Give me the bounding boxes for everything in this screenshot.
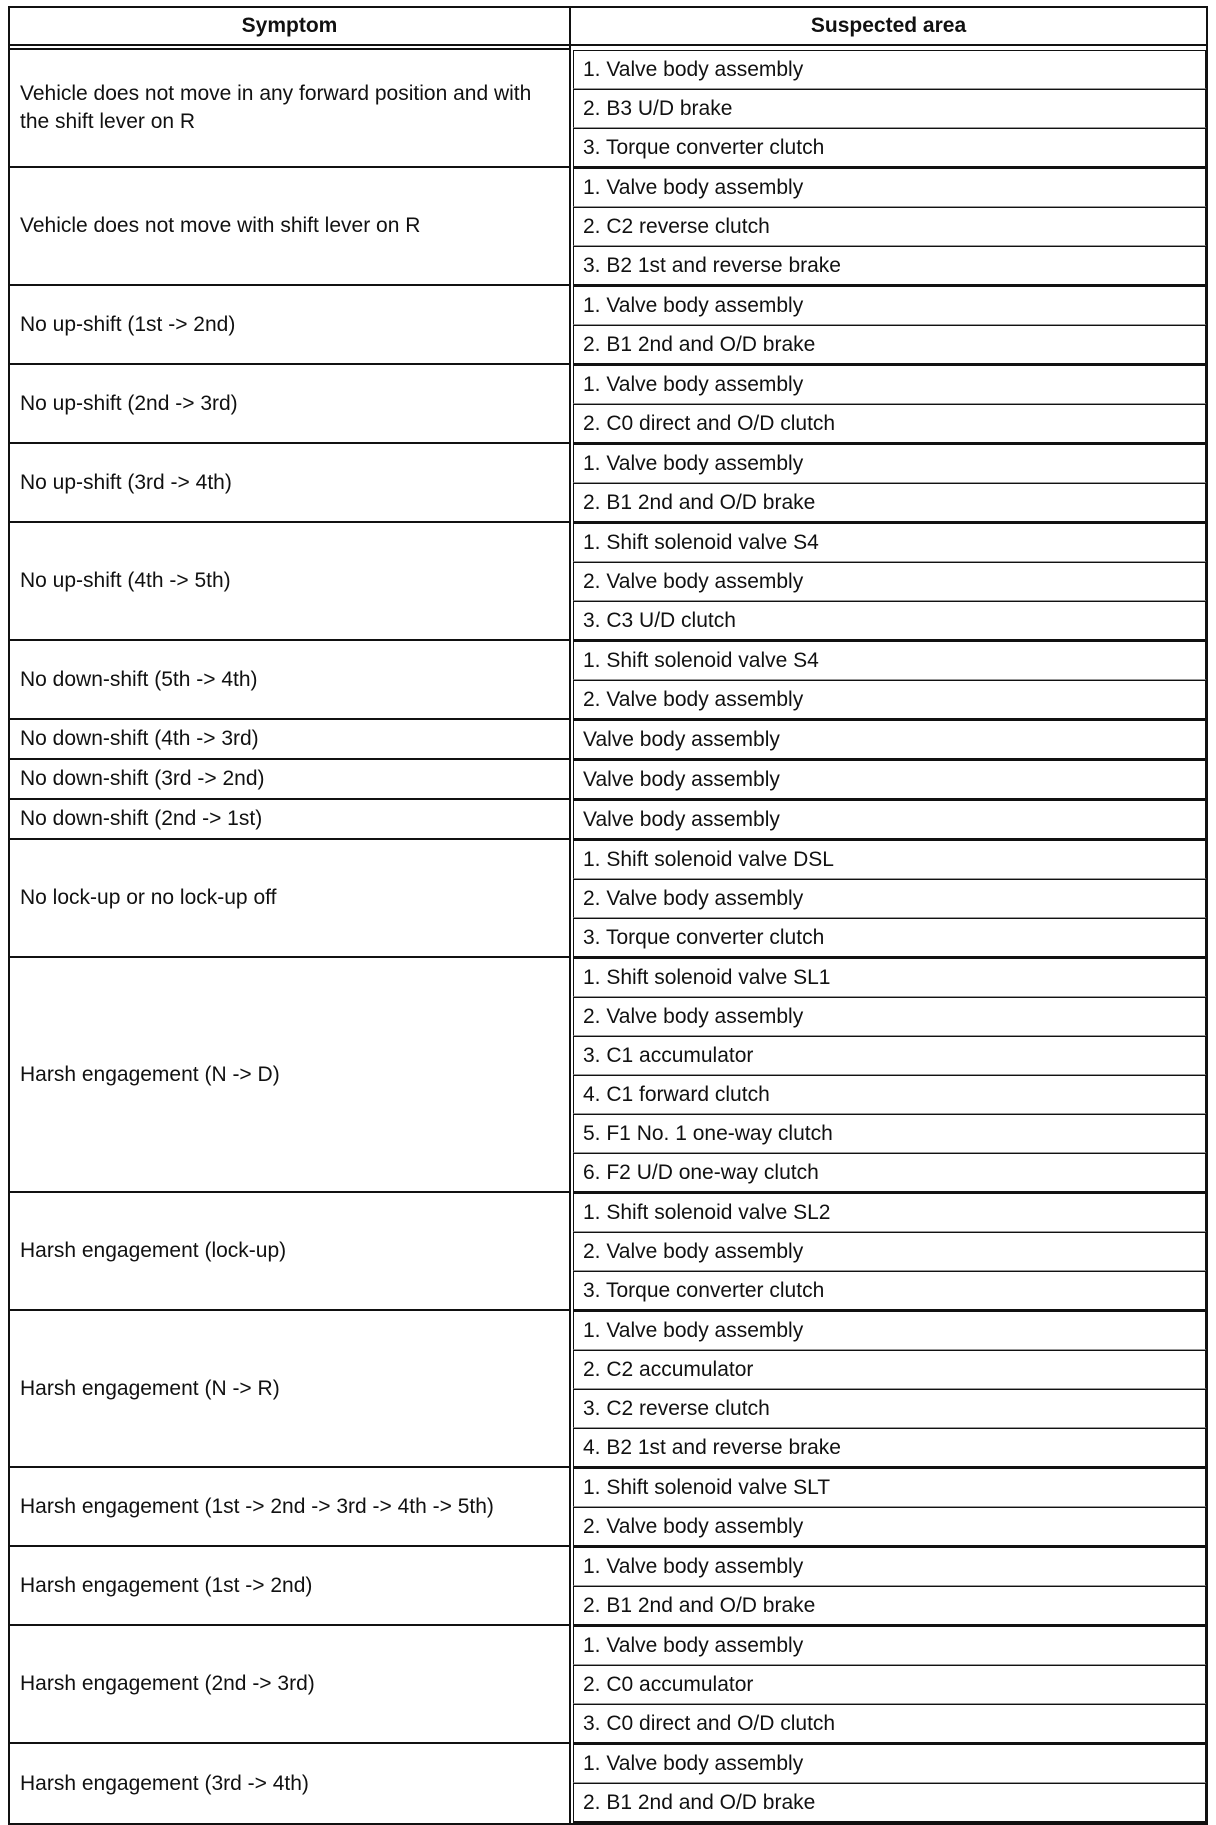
suspected-area-column-header: Suspected area bbox=[571, 6, 1208, 46]
suspected-area-text: 3. Torque converter clutch bbox=[573, 918, 1206, 958]
suspected-area-cell bbox=[571, 840, 1208, 879]
suspected-area-cell bbox=[571, 1271, 1208, 1311]
table-row bbox=[8, 1547, 1208, 1586]
symptom-cell: Vehicle does not move in any forward position and with the shift lever on R bbox=[8, 50, 571, 168]
document-page bbox=[8, 6, 1208, 1825]
suspected-area-text: Valve body assembly bbox=[573, 800, 1206, 840]
table-row bbox=[8, 1744, 1208, 1783]
symptom-cell: No down-shift (5th -> 4th) bbox=[8, 641, 571, 720]
suspected-area-cell bbox=[571, 1114, 1208, 1153]
suspected-area-text: 2. C0 direct and O/D clutch bbox=[573, 404, 1206, 444]
suspected-area-text: 2. B1 2nd and O/D brake bbox=[573, 1783, 1206, 1823]
symptom-cell: No up-shift (3rd -> 4th) bbox=[8, 444, 571, 523]
suspected-area-cell bbox=[571, 1153, 1208, 1193]
table-row bbox=[8, 1311, 1208, 1350]
suspected-area-cell bbox=[571, 1468, 1208, 1507]
suspected-area-text: 3. B2 1st and reverse brake bbox=[573, 246, 1206, 286]
suspected-area-cell bbox=[571, 325, 1208, 365]
suspected-area-text: 1. Valve body assembly bbox=[573, 365, 1206, 404]
table-row bbox=[8, 1193, 1208, 1232]
suspected-area-cell bbox=[571, 168, 1208, 207]
table-row bbox=[8, 50, 1208, 89]
symptom-cell: No up-shift (1st -> 2nd) bbox=[8, 286, 571, 365]
symptom-cell: Harsh engagement (1st -> 2nd) bbox=[8, 1547, 571, 1626]
suspected-area-text: 1. Valve body assembly bbox=[573, 1626, 1206, 1665]
suspected-area-text: 3. Torque converter clutch bbox=[573, 128, 1206, 168]
table-row bbox=[8, 168, 1208, 207]
symptom-cell: No down-shift (2nd -> 1st) bbox=[8, 800, 571, 840]
suspected-area-text: 2. B1 2nd and O/D brake bbox=[573, 1586, 1206, 1626]
table-row bbox=[8, 1468, 1208, 1507]
suspected-area-text: 2. C0 accumulator bbox=[573, 1665, 1206, 1704]
suspected-area-text: 1. Shift solenoid valve SLT bbox=[573, 1468, 1206, 1507]
suspected-area-cell bbox=[571, 562, 1208, 601]
suspected-area-cell bbox=[571, 641, 1208, 680]
suspected-area-text: 1. Valve body assembly bbox=[573, 1744, 1206, 1783]
suspected-area-cell bbox=[571, 1665, 1208, 1704]
suspected-area-cell bbox=[571, 286, 1208, 325]
suspected-area-cell bbox=[571, 523, 1208, 562]
table-row bbox=[8, 286, 1208, 325]
suspected-area-cell bbox=[571, 1193, 1208, 1232]
symptom-cell: No down-shift (3rd -> 2nd) bbox=[8, 760, 571, 800]
suspected-area-cell bbox=[571, 720, 1208, 760]
suspected-area-text: 2. B3 U/D brake bbox=[573, 89, 1206, 128]
symptom-cell: No lock-up or no lock-up off bbox=[8, 840, 571, 958]
suspected-area-cell bbox=[571, 50, 1208, 89]
symptom-cell: Harsh engagement (3rd -> 4th) bbox=[8, 1744, 571, 1825]
suspected-area-text: 2. B1 2nd and O/D brake bbox=[573, 325, 1206, 365]
suspected-area-text: Valve body assembly bbox=[573, 720, 1206, 760]
symptom-cell: Harsh engagement (1st -> 2nd -> 3rd -> 4th -> 5th) bbox=[8, 1468, 571, 1547]
suspected-area-cell bbox=[571, 365, 1208, 404]
suspected-area-text: 2. Valve body assembly bbox=[573, 879, 1206, 918]
symptom-cell: No up-shift (4th -> 5th) bbox=[8, 523, 571, 641]
suspected-area-text: Valve body assembly bbox=[573, 760, 1206, 800]
suspected-area-text: 5. F1 No. 1 one-way clutch bbox=[573, 1114, 1206, 1153]
suspected-area-cell bbox=[571, 89, 1208, 128]
suspected-area-text: 2. B1 2nd and O/D brake bbox=[573, 483, 1206, 523]
suspected-area-cell bbox=[571, 1744, 1208, 1783]
suspected-area-cell bbox=[571, 1547, 1208, 1586]
suspected-area-cell bbox=[571, 879, 1208, 918]
symptom-cell: Vehicle does not move with shift lever on R bbox=[8, 168, 571, 286]
suspected-area-cell bbox=[571, 1311, 1208, 1350]
suspected-area-cell bbox=[571, 1507, 1208, 1547]
table-row bbox=[8, 958, 1208, 997]
symptom-cell: No down-shift (4th -> 3rd) bbox=[8, 720, 571, 760]
suspected-area-cell bbox=[571, 1075, 1208, 1114]
suspected-area-cell bbox=[571, 444, 1208, 483]
suspected-area-cell bbox=[571, 760, 1208, 800]
suspected-area-text: 1. Valve body assembly bbox=[573, 444, 1206, 483]
suspected-area-cell bbox=[571, 958, 1208, 997]
symptom-cell: No up-shift (2nd -> 3rd) bbox=[8, 365, 571, 444]
suspected-area-text: 3. Torque converter clutch bbox=[573, 1271, 1206, 1311]
suspected-area-text: 1. Shift solenoid valve SL2 bbox=[573, 1193, 1206, 1232]
symptom-cell: Harsh engagement (2nd -> 3rd) bbox=[8, 1626, 571, 1744]
suspected-area-text: 4. B2 1st and reverse brake bbox=[573, 1428, 1206, 1468]
table-row bbox=[8, 720, 1208, 760]
suspected-area-text: 3. C0 direct and O/D clutch bbox=[573, 1704, 1206, 1744]
suspected-area-text: 2. Valve body assembly bbox=[573, 997, 1206, 1036]
suspected-area-text: 1. Valve body assembly bbox=[573, 168, 1206, 207]
suspected-area-cell bbox=[571, 246, 1208, 286]
table-row bbox=[8, 760, 1208, 800]
suspected-area-text: 2. Valve body assembly bbox=[573, 1232, 1206, 1271]
suspected-area-cell bbox=[571, 1428, 1208, 1468]
table-row bbox=[8, 800, 1208, 840]
symptom-column-header: Symptom bbox=[8, 6, 571, 46]
suspected-area-cell bbox=[571, 1232, 1208, 1271]
suspected-area-cell bbox=[571, 128, 1208, 168]
suspected-area-cell bbox=[571, 680, 1208, 720]
symptom-cell: Harsh engagement (N -> D) bbox=[8, 958, 571, 1193]
suspected-area-text: 1. Shift solenoid valve SL1 bbox=[573, 958, 1206, 997]
suspected-area-text: 3. C1 accumulator bbox=[573, 1036, 1206, 1075]
suspected-area-text: 1. Shift solenoid valve DSL bbox=[573, 840, 1206, 879]
symptom-cell: Harsh engagement (N -> R) bbox=[8, 1311, 571, 1468]
table-row bbox=[8, 840, 1208, 879]
suspected-area-text: 6. F2 U/D one-way clutch bbox=[573, 1153, 1206, 1193]
suspected-area-cell bbox=[571, 1036, 1208, 1075]
suspected-area-cell bbox=[571, 1389, 1208, 1428]
suspected-area-text: 2. Valve body assembly bbox=[573, 1507, 1206, 1547]
suspected-area-cell bbox=[571, 404, 1208, 444]
suspected-area-text: 1. Valve body assembly bbox=[573, 50, 1206, 89]
symptom-cell: Harsh engagement (lock-up) bbox=[8, 1193, 571, 1311]
suspected-area-text: 1. Shift solenoid valve S4 bbox=[573, 523, 1206, 562]
suspected-area-text: 2. Valve body assembly bbox=[573, 562, 1206, 601]
symptom-table bbox=[8, 6, 1208, 1825]
suspected-area-cell bbox=[571, 1783, 1208, 1825]
suspected-area-text: 3. C3 U/D clutch bbox=[573, 601, 1206, 641]
table-header bbox=[8, 6, 1208, 46]
suspected-area-cell bbox=[571, 483, 1208, 523]
suspected-area-cell bbox=[571, 601, 1208, 641]
suspected-area-text: 2. Valve body assembly bbox=[573, 680, 1206, 720]
suspected-area-cell bbox=[571, 997, 1208, 1036]
suspected-area-text: 2. C2 reverse clutch bbox=[573, 207, 1206, 246]
table-row bbox=[8, 1626, 1208, 1665]
table-row bbox=[8, 523, 1208, 562]
suspected-area-cell bbox=[571, 1350, 1208, 1389]
header-row bbox=[8, 6, 1208, 46]
suspected-area-text: 1. Valve body assembly bbox=[573, 1311, 1206, 1350]
suspected-area-cell bbox=[571, 1626, 1208, 1665]
suspected-area-cell bbox=[571, 207, 1208, 246]
table-row bbox=[8, 444, 1208, 483]
table-row bbox=[8, 365, 1208, 404]
suspected-area-cell bbox=[571, 800, 1208, 840]
table-body bbox=[8, 46, 1208, 1825]
suspected-area-text: 1. Shift solenoid valve S4 bbox=[573, 641, 1206, 680]
suspected-area-cell bbox=[571, 1586, 1208, 1626]
suspected-area-cell bbox=[571, 1704, 1208, 1744]
suspected-area-text: 3. C2 reverse clutch bbox=[573, 1389, 1206, 1428]
table-row bbox=[8, 641, 1208, 680]
suspected-area-cell bbox=[571, 918, 1208, 958]
suspected-area-text: 2. C2 accumulator bbox=[573, 1350, 1206, 1389]
suspected-area-text: 1. Valve body assembly bbox=[573, 286, 1206, 325]
suspected-area-text: 4. C1 forward clutch bbox=[573, 1075, 1206, 1114]
suspected-area-text: 1. Valve body assembly bbox=[573, 1547, 1206, 1586]
